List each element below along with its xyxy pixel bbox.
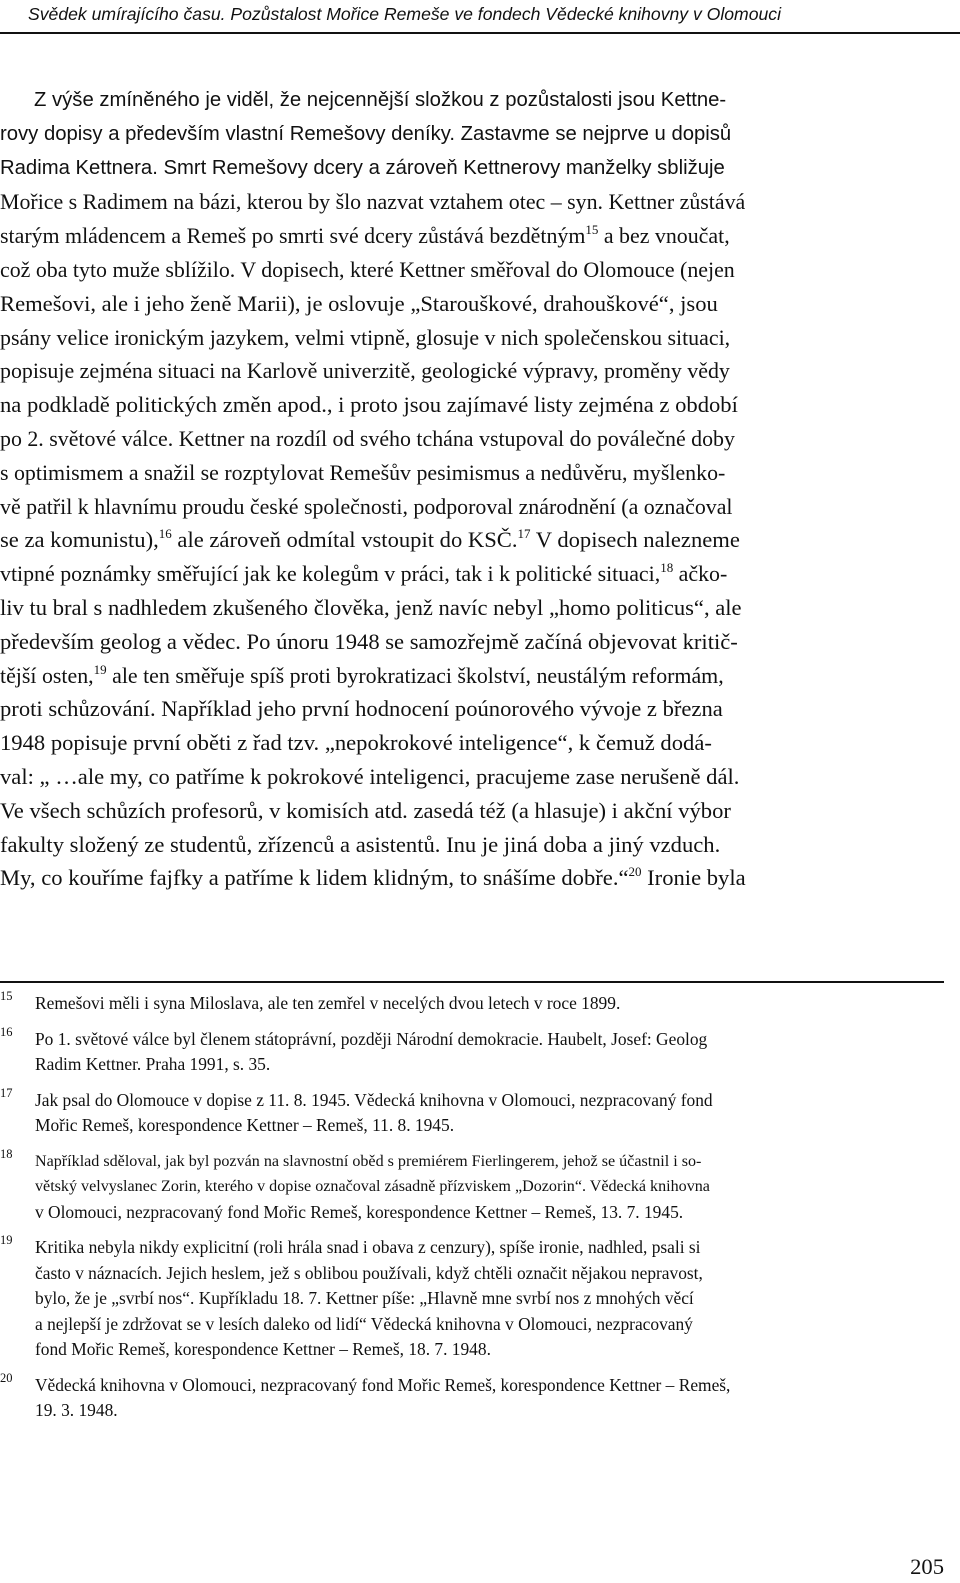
footnote-number: 20	[0, 1370, 13, 1385]
footnote-reference: 17	[517, 526, 531, 542]
body-line	[0, 287, 944, 321]
body-line	[0, 794, 944, 828]
footnote-line: často v náznacích. Jejich heslem, jež s oblibou používali, když chtěli označit nějakou nepravost,	[35, 1262, 703, 1283]
footnote-line: fond Mořic Remeš, korespondence Kettner – Remeš, 18. 7. 1948.	[35, 1339, 491, 1359]
footnote-reference: 16	[158, 526, 172, 542]
footnote-line: Například sděloval, jak byl pozván na slavnostní oběd s premiérem Fierlingerem, jehož se účastnil i so-	[35, 1152, 702, 1170]
footnote-rule	[0, 981, 944, 983]
body-line-text: Remešovi, ale i jeho ženě Marii), je oslovuje „Starouškové, drahouškové“, jsou	[0, 290, 718, 316]
footnote-line: v Olomouci, nezpracovaný fond Mořic Remeš, korespondence Kettner – Remeš, 13. 7. 1945.	[35, 1201, 684, 1222]
footnote-number: 15	[0, 989, 13, 1003]
body-line	[0, 118, 944, 152]
footnote-line: bylo, že je „svrbí nos“. Kupříkladu 18. 7. Kettner píše: „Hlavně mne svrbí nos z mnohých věcí	[35, 1288, 694, 1308]
body-line-text: což oba tyto muže sblížilo. V dopisech, které Kettner směřoval do Olomouce (nejen	[0, 256, 735, 282]
footnote-number: 16	[0, 1024, 13, 1039]
running-head: Svědek umírajícího času. Pozůstalost Mořice Remeše ve fondech Vědecké knihovny v Olomouci	[28, 4, 781, 24]
footnote-line: Vědecká knihovna v Olomouci, nezpracovaný fond Mořic Remeš, korespondence Kettner – Remeš,	[35, 1374, 731, 1395]
footnote-line: větský velvyslanec Zorin, kterého v dopise označoval zásadně přízviskem „Dozorin“. Vědecká knihovna	[35, 1178, 710, 1195]
header-rule	[0, 32, 960, 34]
body-line	[0, 625, 944, 659]
footnote-number: 18	[0, 1146, 13, 1161]
body-line	[0, 760, 944, 794]
footnote-line: Radim Kettner. Praha 1991, s. 35.	[35, 1054, 271, 1074]
body-line	[0, 861, 944, 895]
body-line-text: V dopisech nalezneme	[530, 527, 740, 553]
footnote-line: 19. 3. 1948.	[35, 1400, 118, 1420]
body-line-text: starým mládencem a Remeš po smrti své dcery zůstává bezdětným	[0, 223, 586, 249]
body-line-text: Radima Kettnera. Smrt Remešovy dcery a zároveň Kettnerovy manželky sbližuje	[0, 156, 725, 179]
body-line-text: vtipné poznámky směřující jak ke kolegům v práci, tak i k politické situaci,	[0, 561, 661, 587]
body-line-text: Z výše zmíněného je viděl, že nejcennější složkou z pozůstalosti jsou Kettne-	[34, 89, 727, 111]
footnote-line: Kritika nebyla nikdy explicitní (roli hrála snad i obava z cenzury), spíše ironie, nadhled, psali si	[35, 1237, 701, 1257]
body-line	[0, 152, 944, 186]
body-line-text: a bez vnoučat,	[598, 223, 730, 249]
footnotes	[0, 991, 944, 1434]
body-line-text: popisuje zejména situaci na Karlově univerzitě, geologické výpravy, proměny vědy	[0, 358, 730, 384]
footnote-number: 19	[0, 1233, 13, 1247]
body-line-text: Mořice s Radimem na bázi, kterou by šlo nazvat vztahem otec – syn. Kettner zůstává	[0, 189, 746, 215]
body-line-text: 1948 popisuje první oběti z řad tzv. „nepokrokové inteligence“, k čemuž dodá-	[0, 730, 712, 756]
footnote-line: Mořic Remeš, korespondence Kettner – Remeš, 11. 8. 1945.	[35, 1115, 455, 1135]
footnote-reference: 20	[628, 864, 642, 880]
footnote	[0, 1085, 944, 1139]
body-line	[0, 828, 944, 862]
footnote-reference: 19	[93, 661, 107, 677]
body-line-text: psány velice ironickým jazykem, velmi vtipně, glosuje v nich společenskou situaci,	[0, 324, 731, 350]
footnote	[0, 1235, 944, 1363]
body-line-text: Ve všech schůzích profesorů, v komisích atd. zasedá též (a hlasuje) i akční výbor	[0, 797, 731, 823]
footnote-line: Jak psal do Olomouce v dopise z 11. 8. 1945. Vědecká knihovna v Olomouci, nezpracovaný fond	[35, 1089, 713, 1110]
body-line-text: proti schůzování. Například jeho první hodnocení poúnorového vývoje z března	[0, 696, 723, 722]
footnote	[0, 1370, 944, 1424]
body-line	[0, 354, 944, 388]
footnote-reference: 15	[585, 222, 599, 238]
body-line	[0, 726, 944, 760]
body-line-text: ačko-	[673, 561, 728, 587]
body-line-text: liv tu bral s nadhledem zkušeného člověka, jenž navíc nebyl „homo politicus“, ale	[0, 594, 742, 620]
body-line	[0, 523, 944, 557]
body-line	[0, 321, 944, 355]
body-line-text: s optimismem a snažil se rozptylovat Remešův pesimismus a nedůvěru, myšlenko-	[0, 459, 726, 485]
footnote	[0, 991, 944, 1017]
body-line	[0, 659, 944, 693]
footnote	[0, 1146, 944, 1226]
body-line-text: val: „ …ale my, co patříme k pokrokové inteligenci, pracujeme zase nerušeně dál.	[0, 763, 740, 789]
body-line	[0, 185, 944, 219]
footnote	[0, 1024, 944, 1078]
body-line-text: se za komunistu),	[0, 527, 159, 553]
body-text	[0, 84, 944, 895]
footnote-line: a nejlepší je zdržovat se v lesích daleko od lidí“ Vědecká knihovna v Olomouci, nezpracovaný	[35, 1313, 693, 1334]
body-line-text: především geolog a vědec. Po únoru 1948 se samozřejmě začíná objevovat kritič-	[0, 628, 738, 654]
body-line	[0, 219, 944, 253]
body-line-text: tější osten,	[0, 662, 94, 688]
body-line-text: na podkladě politických změn apod., i proto jsou zajímavé listy zejména z období	[0, 392, 738, 418]
body-line	[0, 253, 944, 287]
body-line	[0, 490, 944, 524]
footnote-reference: 18	[660, 560, 674, 576]
footnote-line: Remešovi měli i syna Miloslava, ale ten zemřel v necelých dvou letech v roce 1899.	[35, 993, 621, 1013]
footnote-number: 17	[0, 1085, 13, 1100]
body-line-text: po 2. světové válce. Kettner na rozdíl od svého tchána vstupoval do poválečné doby	[0, 425, 735, 451]
body-line-text: ale ten směřuje spíš proti byrokratizaci školství, neustálým reformám,	[106, 662, 724, 688]
body-line-text: Ironie byla	[641, 865, 746, 891]
body-line	[0, 388, 944, 422]
body-line	[0, 591, 944, 625]
body-line-text: rovy dopisy a především vlastní Remešovy deníky. Zastavme se nejprve u dopisů	[0, 122, 732, 145]
body-line-text: fakulty složený ze studentů, zřízenců a asistentů. Inu je jiná doba a jiný vzduch.	[0, 831, 721, 857]
body-line	[0, 84, 944, 118]
body-line-text: My, co kouříme fajfky a patříme k lidem klidným, to snášíme dobře.“	[0, 865, 629, 891]
body-line	[0, 692, 944, 726]
body-line-text: ale zároveň odmítal vstoupit do KSČ.	[171, 527, 518, 553]
footnote-line: Po 1. světové válce byl členem státoprávní, později Národní demokracie. Haubelt, Josef: Geolog	[35, 1028, 708, 1049]
page-number: 205	[910, 1554, 944, 1579]
body-line	[0, 557, 944, 591]
body-line	[0, 422, 944, 456]
body-line	[0, 456, 944, 490]
body-line-text: vě patřil k hlavnímu proudu české společnosti, podporoval znárodnění (a označoval	[0, 493, 733, 519]
